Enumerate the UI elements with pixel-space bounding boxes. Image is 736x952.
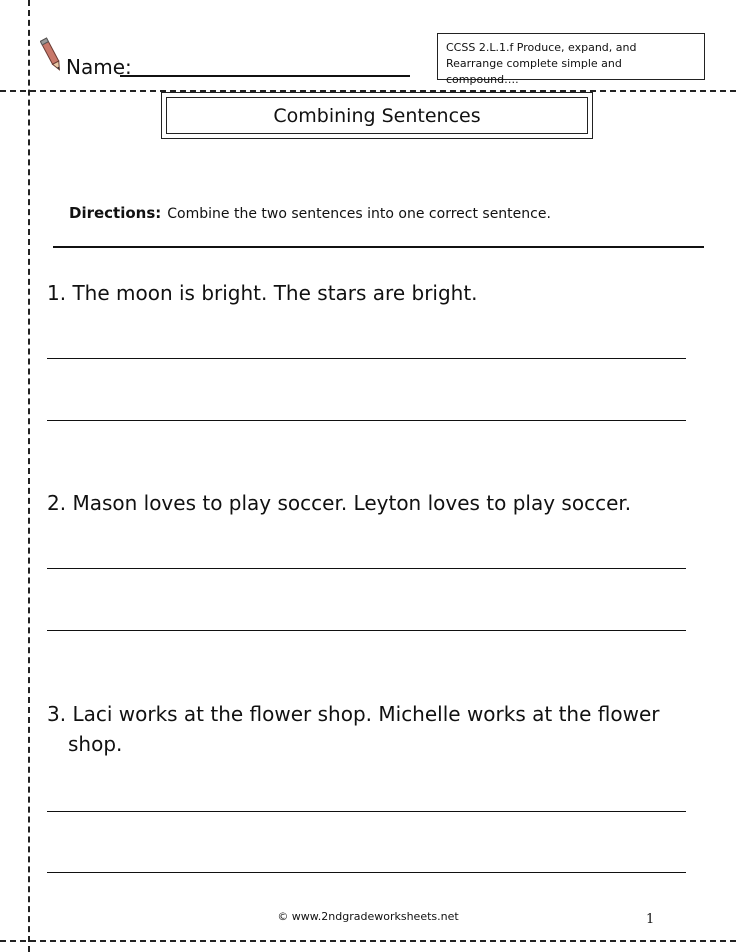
question-2	[47, 488, 631, 518]
directions-text: Combine the two sentences into one correct sentence.	[167, 206, 551, 222]
answer-line-1b[interactable]	[47, 420, 686, 421]
standard-line-2: Rearrange complete simple and compound….	[446, 57, 622, 86]
answer-line-3a[interactable]	[47, 811, 686, 812]
answer-line-2a[interactable]	[47, 568, 686, 569]
question-1-text: 1. The moon is bright. The stars are bright.	[47, 281, 478, 305]
question-2-text: 2. Mason loves to play soccer. Leyton loves to play soccer.	[47, 491, 632, 515]
answer-line-2b[interactable]	[47, 630, 686, 631]
name-write-line[interactable]	[120, 75, 410, 77]
answer-line-1a[interactable]	[47, 358, 686, 359]
standard-line-1: CCSS 2.L.1.f Produce, expand, and	[446, 41, 637, 54]
page-number: 1	[646, 912, 655, 927]
answer-line-3b[interactable]	[47, 872, 686, 873]
question-3-text-continued: shop.	[68, 732, 123, 756]
pencil-icon	[40, 36, 62, 74]
directions-label: Directions:	[69, 204, 162, 222]
horizontal-cut-line-bottom	[0, 940, 736, 942]
copyright: © www.2ndgradeworksheets.net	[277, 910, 459, 923]
question-1	[47, 278, 478, 308]
vertical-cut-line	[28, 0, 30, 952]
name-label: Name:	[66, 55, 132, 79]
question-3	[47, 699, 659, 759]
title-box	[161, 92, 593, 139]
standard-box	[437, 33, 705, 86]
worksheet-title: Combining Sentences	[166, 97, 588, 134]
directions	[69, 204, 551, 222]
question-3-text: 3. Laci works at the flower shop. Michelle works at the flower	[47, 702, 660, 726]
directions-divider	[53, 246, 704, 248]
